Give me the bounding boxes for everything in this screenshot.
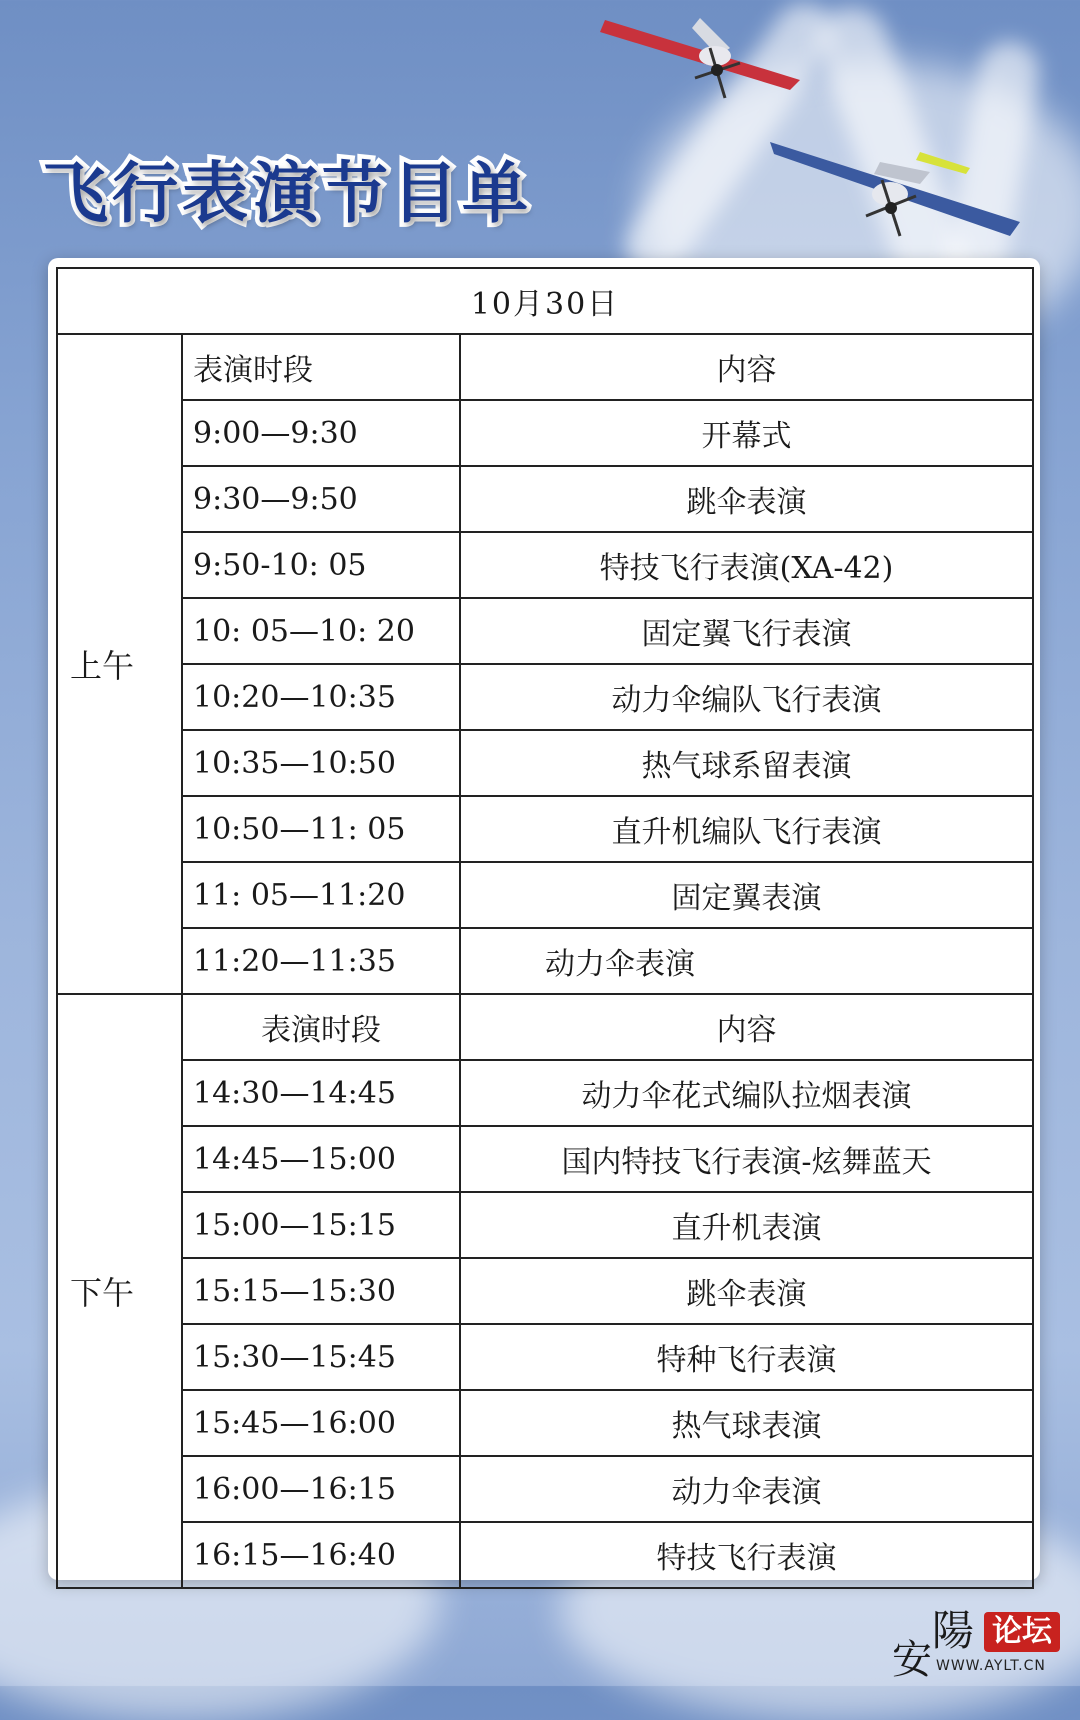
- time-cell: 9:50-10: 05: [182, 532, 460, 598]
- table-row: [57, 1324, 1033, 1390]
- content-cell: 固定翼表演: [460, 862, 1033, 928]
- table-row: [57, 400, 1033, 466]
- content-cell: 动力伞表演: [460, 928, 1033, 994]
- header-row: [57, 994, 1033, 1060]
- red-airplane-icon: [600, 8, 810, 108]
- watermark-badge: 论坛: [984, 1612, 1060, 1652]
- table-row: [57, 598, 1033, 664]
- time-cell: 10:50—11: 05: [182, 796, 460, 862]
- content-cell: 开幕式: [460, 400, 1033, 466]
- content-cell: 动力伞表演: [460, 1456, 1033, 1522]
- column-header-time: 表演时段: [182, 994, 460, 1060]
- table-row: [57, 730, 1033, 796]
- content-cell: 热气球表演: [460, 1390, 1033, 1456]
- content-cell: 跳伞表演: [460, 466, 1033, 532]
- schedule-card: [48, 258, 1040, 1580]
- watermark-url: WWW.AYLT.CN: [936, 1658, 1046, 1674]
- header-row: [57, 334, 1033, 400]
- time-cell: 16:00—16:15: [182, 1456, 460, 1522]
- table-row: [57, 466, 1033, 532]
- table-row: [57, 1258, 1033, 1324]
- table-row: [57, 1522, 1033, 1588]
- table-row: [57, 664, 1033, 730]
- table-row: [57, 862, 1033, 928]
- content-cell: 特种飞行表演: [460, 1324, 1033, 1390]
- period-label-morning: 上午: [57, 334, 182, 994]
- time-cell: 16:15—16:40: [182, 1522, 460, 1588]
- watermark-char-an: 安: [892, 1637, 932, 1683]
- site-watermark: [892, 1598, 1062, 1683]
- content-cell: 热气球系留表演: [460, 730, 1033, 796]
- content-cell: 国内特技飞行表演-炫舞蓝天: [460, 1126, 1033, 1192]
- time-cell: 15:30—15:45: [182, 1324, 460, 1390]
- content-cell: 直升机编队飞行表演: [460, 796, 1033, 862]
- content-cell: 动力伞编队飞行表演: [460, 664, 1033, 730]
- time-cell: 11: 05—11:20: [182, 862, 460, 928]
- time-cell: 11:20—11:35: [182, 928, 460, 994]
- time-cell: 10: 05—10: 20: [182, 598, 460, 664]
- time-cell: 9:30—9:50: [182, 466, 460, 532]
- content-cell: 固定翼飞行表演: [460, 598, 1033, 664]
- time-cell: 9:00—9:30: [182, 400, 460, 466]
- table-row: [57, 1390, 1033, 1456]
- table-row: [57, 1192, 1033, 1258]
- blue-airplane-icon: [770, 132, 1030, 252]
- column-header-time: 表演时段: [182, 334, 460, 400]
- content-cell: 动力伞花式编队拉烟表演: [460, 1060, 1033, 1126]
- watermark-char-yang: 陽: [932, 1606, 975, 1655]
- content-cell: 直升机表演: [460, 1192, 1033, 1258]
- column-header-content: 内容: [460, 994, 1033, 1060]
- time-cell: 10:20—10:35: [182, 664, 460, 730]
- time-cell: 15:45—16:00: [182, 1390, 460, 1456]
- time-cell: 15:15—15:30: [182, 1258, 460, 1324]
- period-label-afternoon: 下午: [57, 994, 182, 1588]
- table-row: [57, 928, 1033, 994]
- time-cell: 14:45—15:00: [182, 1126, 460, 1192]
- schedule-table: [56, 267, 1034, 1589]
- schedule-date: 10月30日: [57, 268, 1033, 334]
- table-row: [57, 1456, 1033, 1522]
- time-cell: 14:30—14:45: [182, 1060, 460, 1126]
- content-cell: 特技飞行表演: [460, 1522, 1033, 1588]
- content-cell: 特技飞行表演(XA-42): [460, 532, 1033, 598]
- table-row: [57, 532, 1033, 598]
- table-row: [57, 1060, 1033, 1126]
- date-row: [57, 268, 1033, 334]
- table-row: [57, 796, 1033, 862]
- time-cell: 15:00—15:15: [182, 1192, 460, 1258]
- content-cell: 跳伞表演: [460, 1258, 1033, 1324]
- page-title: 飞行表演节目单: [42, 155, 532, 232]
- time-cell: 10:35—10:50: [182, 730, 460, 796]
- column-header-content: 内容: [460, 334, 1033, 400]
- table-row: [57, 1126, 1033, 1192]
